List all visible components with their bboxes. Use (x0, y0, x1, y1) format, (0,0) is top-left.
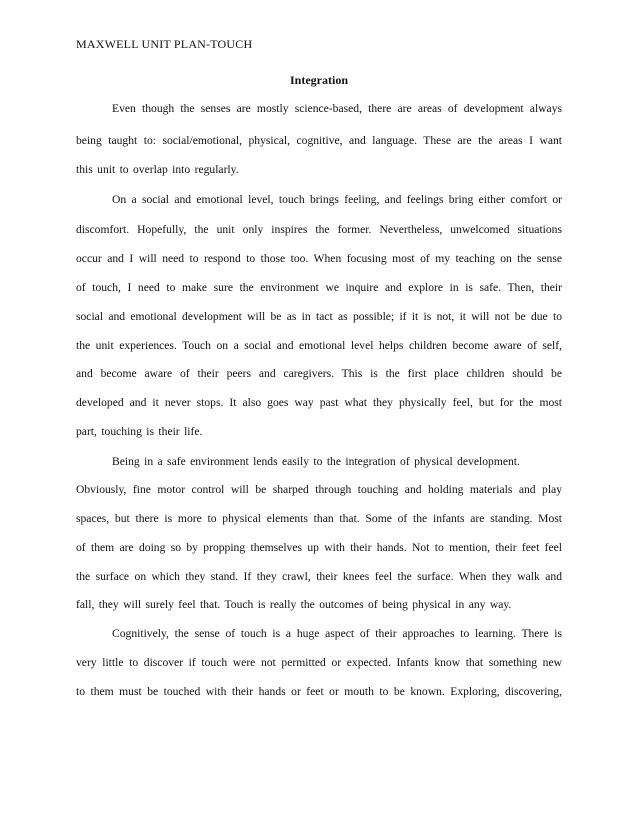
text-line: discomfort. Hopefully, the unit only inspires the former. Nevertheless, unwelcomed situations (76, 223, 562, 236)
text-line: On a social and emotional level, touch brings feeling, and feelings bring either comfort or (112, 193, 562, 206)
text-line: very little to discover if touch were not permitted or expected. Infants know that something new (76, 656, 562, 669)
text-line: to them must be touched with their hands or feet or mouth to be known. Exploring, discovering, (76, 685, 562, 698)
text-line: and become aware of their peers and caregivers. This is the first place children should be (76, 367, 562, 380)
text-line: the surface on which they stand. If they crawl, their knees feel the surface. When they walk and (76, 570, 562, 583)
text-line: Cognitively, the sense of touch is a huge aspect of their approaches to learning. There is (112, 627, 562, 640)
text-line: occur and I will need to respond to those too. When focusing most of my teaching on the sense (76, 252, 562, 265)
text-line: Obviously, fine motor control will be sharped through touching and holding materials and play (76, 483, 562, 496)
text-line: Being in a safe environment lends easily to the integration of physical development. (112, 455, 520, 468)
text-line: fall, they will surely feel that. Touch is really the outcomes of being physical in any way. (76, 598, 512, 611)
section-heading: Integration (290, 73, 348, 87)
text-line: of them are doing so by propping themselves up with their hands. Not to mention, their feet feel (76, 541, 562, 554)
text-line: of touch, I need to make sure the environment we inquire and explore in is safe. Then, their (76, 281, 562, 294)
text-line: social and emotional development will be as in tact as possible; if it is not, it will not be due to (76, 310, 562, 323)
text-line: Even though the senses are mostly science-based, there are areas of development always (112, 102, 562, 115)
text-line: being taught to: social/emotional, physical, cognitive, and language. These are the areas I want (76, 134, 562, 147)
running-header: MAXWELL UNIT PLAN-TOUCH (76, 37, 253, 51)
text-line: part, touching is their life. (76, 425, 203, 438)
text-line: developed and it never stops. It also goes way past what they physically feel, but for the most (76, 396, 562, 409)
text-line: spaces, but there is more to physical elements than that. Some of the infants are standing. Most (76, 512, 562, 525)
text-line: the unit experiences. Touch on a social and emotional level helps children become aware of self, (76, 339, 562, 352)
text-line: this unit to overlap into regularly. (76, 163, 239, 176)
